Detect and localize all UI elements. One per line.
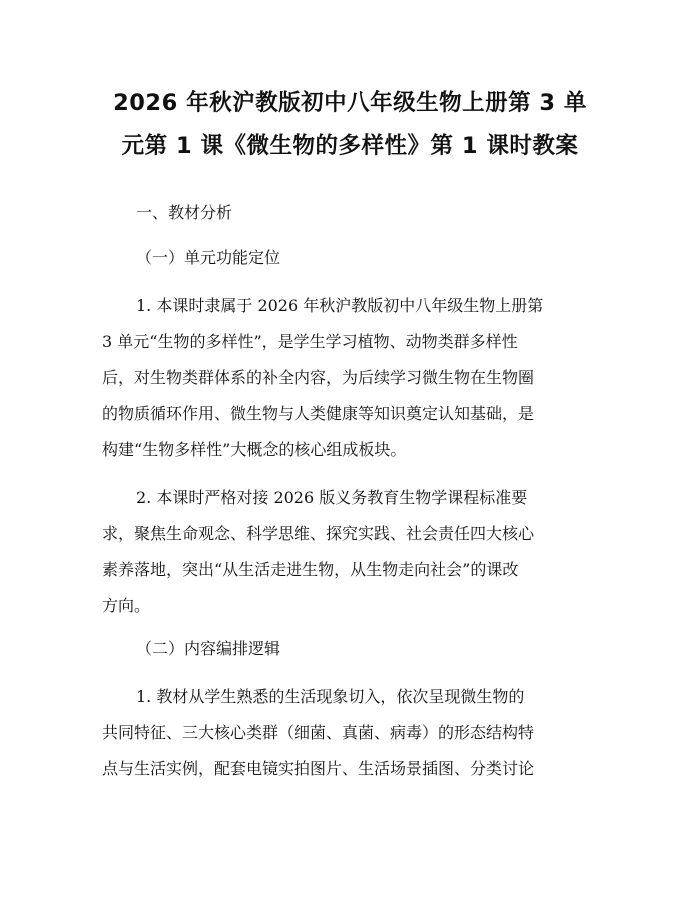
paragraph-line: 方向。 xyxy=(102,596,151,615)
title-line-2: 元第 1 课《微生物的多样性》第 1 课时教案 xyxy=(121,133,579,159)
paragraph-line: 构建“生物多样性”大概念的核心组成板块。 xyxy=(102,440,407,459)
subsection-heading-content-logic: （二）内容编排逻辑 xyxy=(136,639,281,658)
paragraph-line: 2. 本课时严格对接 2026 版义务教育生物学课程标准要 xyxy=(136,488,528,507)
paragraph-line: 3 单元“生物的多样性”，是学生学习植物、动物类群多样性 xyxy=(102,332,518,351)
paragraph-1 xyxy=(102,288,598,468)
paragraph-line: 1. 教材从学生熟悉的生活现象切入，依次呈现微生物的 xyxy=(136,687,525,706)
paragraph-line: 点与生活实例，配套电镜实拍图片、生活场景插图、分类讨论 xyxy=(102,759,535,778)
subsection-heading-unit-positioning: （一）单元功能定位 xyxy=(136,248,281,267)
paragraph-3 xyxy=(102,679,598,787)
paragraph-line: 共同特征、三大核心类群（细菌、真菌、病毒）的形态结构特 xyxy=(102,723,535,742)
title-line-1: 2026 年秋沪教版初中八年级生物上册第 3 单 xyxy=(113,90,587,116)
paragraph-line: 后，对生物类群体系的补全内容，为后续学习微生物在生物圈 xyxy=(102,368,535,387)
section-heading-textbook-analysis: 一、教材分析 xyxy=(136,203,233,222)
paragraph-line: 素养落地，突出“从生活走进生物，从生物走向社会”的课改 xyxy=(102,560,519,579)
paragraph-line: 的物质循环作用、微生物与人类健康等知识奠定认知基础，是 xyxy=(102,404,535,423)
paragraph-line: 1. 本课时隶属于 2026 年秋沪教版初中八年级生物上册第 xyxy=(136,296,544,315)
paragraph-2 xyxy=(102,480,598,624)
paragraph-line: 求，聚焦生命观念、科学思维、探究实践、社会责任四大核心 xyxy=(102,524,535,543)
document-title xyxy=(102,82,598,168)
